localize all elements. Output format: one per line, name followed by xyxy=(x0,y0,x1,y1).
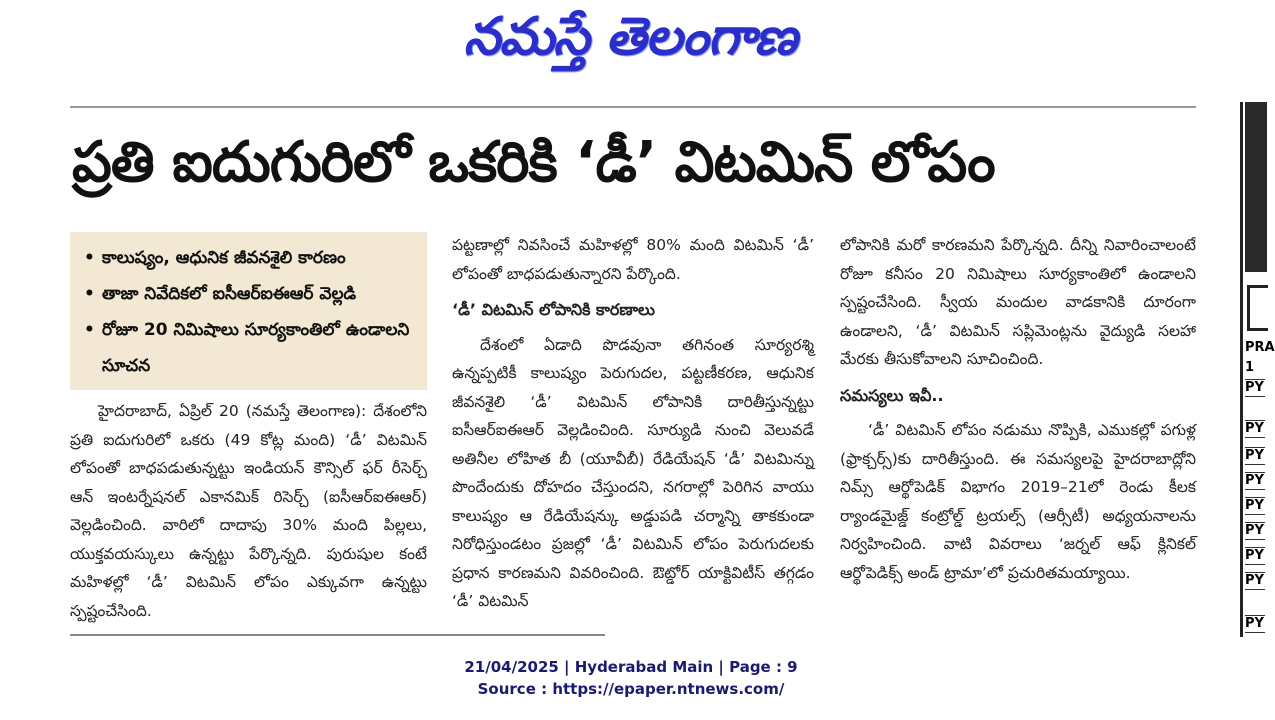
strip-item: PY xyxy=(1245,498,1264,513)
strip-number: 1 xyxy=(1245,360,1265,376)
column-2-body: దేశంలో ఏడాది పొడవునా తగినంత సూర్యరశ్మి ఉన్నప్పటికీ కాలుష్యం పెరుగుదల, పట్టణీకరణ, ఆధునిక జీవనశైలి ‘డీ’ విటమిన్ లోపానికి దారితీస్తున్నట్టు ఐసీఆర్ఐఈఆర్ వెల్లడించింది. సూర్యుడి నుంచి వెలువడే అతినీల లోహిత బీ (యూవీబీ) రేడియేషన్ ‘డీ’ విటమిన్ను పొందేందుకు దోహదం చేస్తుందని, నగరాల్లో పెరిగిన వాయు కాలుష్యం ఆ రేడియేషన్కు అడ్డుపడి చర్మాన్ని తాకకుండా నిరోధిస్తుండటం ప్రజల్లో ‘డీ’ విటమిన్ లోపం పెరుగుదలకు ప్రధాన కారణమని వివరించింది. ఔట్డోర్ యాక్టివిటీస్ తగ్గడం ‘డీ’ విటమిన్ xyxy=(452,335,814,610)
highlight-text: తాజా నివేదికలో ఐసీఆర్ఐఈఆర్ వెల్లడి xyxy=(102,284,357,304)
strip-item: PY xyxy=(1245,523,1264,538)
bullet-icon: • xyxy=(84,248,95,268)
strip-dark-block xyxy=(1245,102,1267,272)
masthead-logo: నమస్తే తెలంగాణ xyxy=(463,7,797,67)
strip-box xyxy=(1247,285,1268,331)
column-3-body: ‘డీ’ విటమిన్ లోపం నడుము నొప్పికి, ఎముకల్లో పగుళ్ల (ఫ్రాక్చర్స్)కు దారితీస్తుంది. ఈ సమస్యలపై హైదరాబాద్లోని నిమ్స్ ఆర్థోపెడిక్ విభాగం 2019–21లో రెండు కీలక ర్యాండమైజ్డ్ కంట్రోల్డ్ ట్రయల్స్ (ఆర్సీటీ) అధ్యయనాలను నిర్వహించింది. వాటి వివరాలు ‘జర్నల్ ఆఫ్ క్లినికల్ ఆర్థోపెడిక్స్ అండ్ ట్రామా’లో ప్రచురితమయ్యాయి. xyxy=(840,421,1196,582)
article-headline: ప్రతి ఐదుగురిలో ఒకరికి ‘డీ’ విటమిన్ లోపం xyxy=(72,130,995,195)
column-3-subhead: సమస్యలు ఇవీ.. xyxy=(840,385,944,405)
strip-item: PY xyxy=(1245,573,1264,588)
strip-item: PY xyxy=(1245,473,1264,488)
highlights-box xyxy=(70,232,427,390)
article-column-3 xyxy=(840,231,1196,587)
highlight-item xyxy=(84,312,417,384)
strip-item: PY xyxy=(1245,616,1264,631)
article-column-2 xyxy=(452,231,814,616)
highlight-item xyxy=(84,240,417,276)
bottom-divider xyxy=(70,634,605,636)
strip-item: PY xyxy=(1245,380,1264,395)
bullet-icon: • xyxy=(84,320,95,340)
top-divider xyxy=(70,106,1196,108)
strip-item: PY xyxy=(1245,448,1264,463)
highlight-text: రోజూ 20 నిమిషాలు సూర్యకాంతిలో ఉండాలని సూచన xyxy=(102,320,410,376)
highlight-item xyxy=(84,276,417,312)
strip-item: PY xyxy=(1245,548,1264,563)
strip-item: PY xyxy=(1245,421,1264,436)
page-footer xyxy=(0,656,1262,700)
article-column-1 xyxy=(70,397,427,625)
column-2-subhead: ‘డీ’ విటమిన్ లోపానికి కారణాలు xyxy=(452,300,655,319)
source-link[interactable]: Source : https://epaper.ntnews.com/ xyxy=(477,680,785,698)
column-2-intro: పట్టణాల్లో నివసించే మహిళల్లో 80% మంది విటమిన్ ‘డీ’ లోపంతో బాధపడుతున్నారని పేర్కొంది. xyxy=(452,236,814,283)
column-3-intro: లోపానికి మరో కారణమని పేర్కొన్నది. దీన్ని నివారించాలంటే రోజూ కనీసం 20 నిమిషాలు సూర్యకాంతిలో ఉండాలని స్పష్టంచేసింది. స్వీయ మందుల వాడకానికి దూరంగా ఉండాలని, ‘డీ’ విటమిన్ సప్లిమెంట్లను వైద్యుడి సలహా మేరకు తీసుకోవాలని సూచించింది. xyxy=(840,236,1196,368)
adjacent-page-strip xyxy=(1240,102,1275,637)
highlight-text: కాలుష్యం, ఆధునిక జీవనశైలి కారణం xyxy=(102,248,346,268)
strip-label: PRA xyxy=(1245,340,1275,355)
bullet-icon: • xyxy=(84,284,95,304)
edition-info: 21/04/2025 | Hyderabad Main | Page : 9 xyxy=(464,658,798,676)
column-1-text: హైదరాబాద్, ఏప్రిల్ 20 (నమస్తే తెలంగాణ): దేశంలోని ప్రతి ఐదుగురిలో ఒకరు (49 కోట్ల మంది) ‘డీ’ విటమిన్ లోపంతో బాధపడుతున్నట్టు ఇండియన్ కౌన్సిల్ ఫర్ రీసెర్చ్ ఆన్ ఇంటర్నేషనల్ ఎకానమిక్ రిసెర్చ్ (ఐసీఆర్ఐఈఆర్) వెల్లడించింది. వారిలో దాదాపు 30% మంది పిల్లలు, యుక్తవయస్కులు ఉన్నట్టు పేర్కొన్నది. పురుషుల కంటే మహిళల్లో ‘డీ’ విటమిన్ లోపం ఎక్కువగా ఉన్నట్టు స్పష్టంచేసింది. xyxy=(70,402,427,620)
